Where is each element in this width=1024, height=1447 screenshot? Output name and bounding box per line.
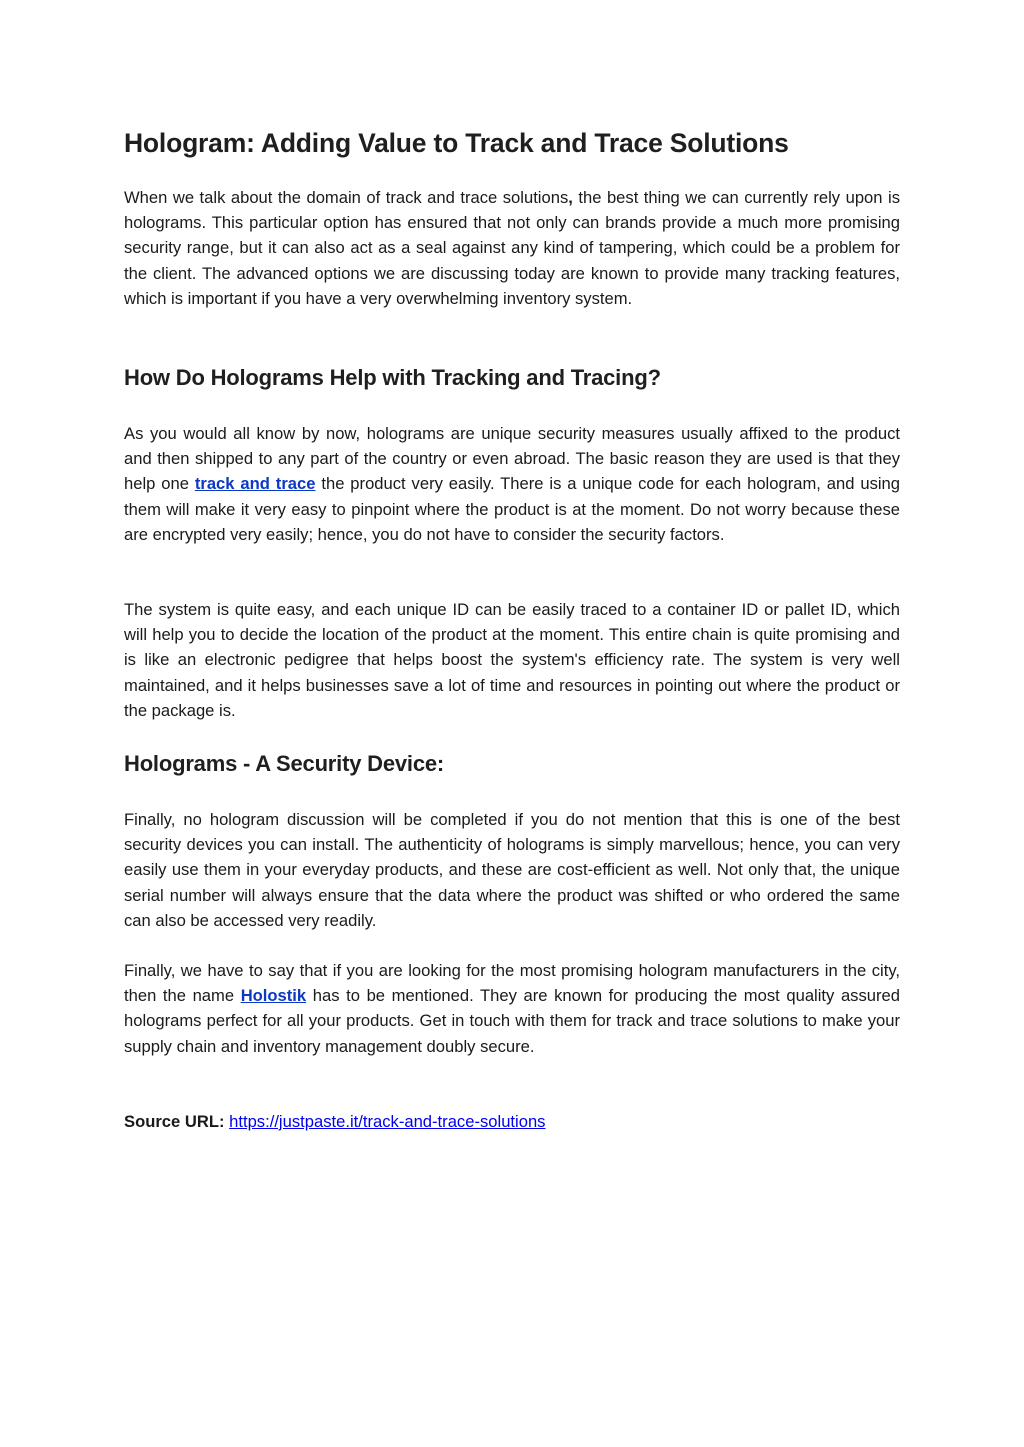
source-label: Source URL: [124,1112,225,1131]
security-text-before-link: Finally, we have to say that if you are looking for the most promising hologram manufacturers in the city, then the name [124,961,900,1006]
intro-text-part2: the best thing we can currently rely upon is holograms. This particular option has ensured that not only can brands provide a much more promising security range, but it can also act as a seal against any kind of tampering, which could be a problem for the client. The advanced options we are discussing today are known to provide many tracking features, which is important if you have a very overwhelming inventory system. [124,188,900,308]
security-paragraph-2 [124,958,900,1059]
track-and-trace-link[interactable]: track and trace [194,474,316,494]
tracking-text-before-link: As you would all know by now, holograms are unique security measures usually affixed to the product and then shipped to any part of the country or even abroad. The basic reason they are used is that they help one [124,424,900,494]
intro-comma: , [568,188,573,207]
security-text-after-link: has to be mentioned. They are known for producing the most quality assured holograms perfect for all your products. Get in touch with them for track and trace solutions to make your supply chain and inventory management doubly secure. [124,986,900,1056]
source-line [124,1109,900,1134]
section-heading-security-device: Holograms - A Security Device: [124,751,445,776]
source-url-link[interactable]: https://justpaste.it/track-and-trace-solutions [229,1112,546,1131]
section-heading-tracking: How Do Holograms Help with Tracking and Tracing? [124,365,661,390]
holostik-link[interactable]: Holostik [240,986,307,1006]
tracking-paragraph-2: The system is quite easy, and each unique ID can be easily traced to a container ID or pallet ID, which will help you to decide the location of the product at the moment. This entire chain is quite promising and is like an electronic pedigree that helps boost the system's efficiency rate. The system is very well maintained, and it helps businesses save a lot of time and resources in pointing out where the product or the package is. [124,600,900,720]
tracking-text-after-link: the product very easily. There is a unique code for each hologram, and using them will make it very easy to pinpoint where the product is at the moment. Do not worry because these are encrypted very easily; hence, you do not have to consider the security factors. [124,474,901,544]
intro-paragraph [124,185,900,311]
page-title: Hologram: Adding Value to Track and Trace Solutions [124,128,789,158]
tracking-paragraph-1 [124,421,900,547]
intro-text-part1: When we talk about the domain of track and trace solutions [124,188,569,207]
security-paragraph-1: Finally, no hologram discussion will be completed if you do not mention that this is one of the best security devices you can install. The authenticity of holograms is simply marvellous; hence, you can very easily use them in your everyday products, and these are cost-efficient as well. Not only that, the unique serial number will always ensure that the data where the product was shifted or who ordered the same can also be accessed very readily. [124,810,900,930]
